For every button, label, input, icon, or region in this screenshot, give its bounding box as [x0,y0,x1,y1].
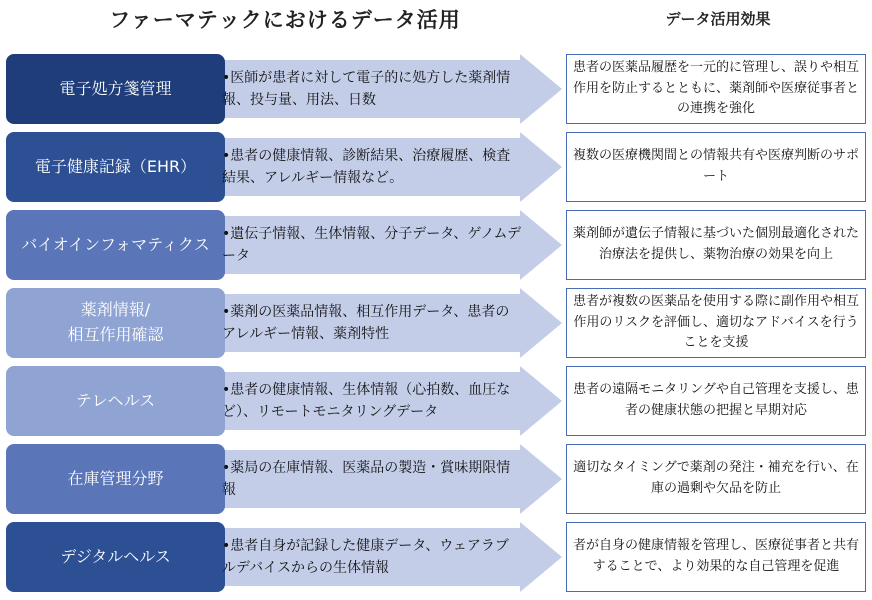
category-row [0,54,872,124]
data-description-text: •患者の健康情報、診断結果、治療履歴、検査結果、アレルギー情報など。 [222,147,511,186]
data-description [222,54,522,124]
category-label: 電子処方箋管理 [6,54,225,124]
data-description-text: •遺伝子情報、生体情報、分子データ、ゲノムデータ [222,225,522,264]
data-description [222,210,522,280]
data-description [222,366,522,436]
data-description-text: •薬剤の医薬品情報、相互作用データ、患者のアレルギー情報、薬剤特性 [222,303,510,342]
data-description-text: •医師が患者に対して電子的に処方した薬剤情報、投与量、用法、日数 [222,69,511,108]
category-label: テレヘルス [6,366,225,436]
effect-box: 患者の遠隔モニタリングや自己管理を支援し、患者の健康状態の把握と早期対応 [566,366,866,436]
data-description [222,132,522,202]
data-description-text: •薬局の在庫情報、医薬品の製造・賞味期限情報 [222,459,511,498]
effect-box: 薬剤師が遺伝子情報に基づいた個別最適化された治療法を提供し、薬物治療の効果を向上 [566,210,866,280]
data-description [222,522,522,592]
category-row [0,444,872,514]
diagram-title: ファーマテックにおけるデータ活用 [109,8,461,32]
data-description-text: •患者の健康情報、生体情報（心拍数、血圧など）、リモートモニタリングデータ [222,381,511,420]
data-description [222,288,522,358]
category-row [0,210,872,280]
category-label: デジタルヘルス [6,522,225,592]
category-label: 薬剤情報/ 相互作用確認 [6,288,225,358]
effect-box: 複数の医療機関間との情報共有や医療判断のサポート [566,132,866,202]
category-row [0,522,872,592]
effect-box: 患者が複数の医薬品を使用する際に副作用や相互作用のリスクを評価し、適切なアドバイスを行うことを支援 [566,288,866,358]
data-description [222,444,522,514]
data-description-text: •患者自身が記録した健康データ、ウェアラブルデバイスからの生体情報 [222,537,509,576]
effect-box: 患者の医薬品履歴を一元的に管理し、誤りや相互作用を防止するとともに、薬剤師や医療従事者との連携を強化 [566,54,866,124]
category-label: 電子健康記録（EHR） [6,132,225,202]
category-row [0,366,872,436]
category-row [0,132,872,202]
category-row [0,288,872,358]
category-label: バイオインフォマティクス [6,210,225,280]
category-label: 在庫管理分野 [6,444,225,514]
effect-box: 者が自身の健康情報を管理し、医療従事者と共有することで、より効果的な自己管理を促進 [566,522,866,592]
effect-box: 適切なタイミングで薬剤の発注・補充を行い、在庫の過剰や欠品を防止 [566,444,866,514]
effect-column-header: データ活用効果 [665,10,771,28]
